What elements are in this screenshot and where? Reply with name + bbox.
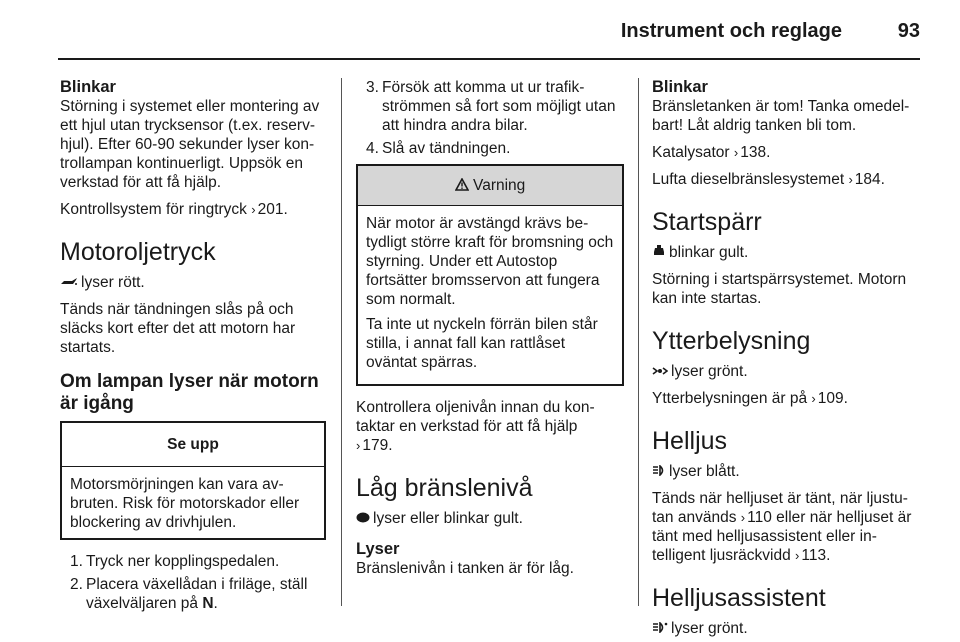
warning-triangle-icon: [455, 177, 473, 194]
car-key-icon: [652, 243, 666, 262]
sidelight-icon: [652, 362, 668, 381]
page-number: 93: [897, 20, 920, 42]
warning-body: [358, 206, 622, 384]
page-link[interactable]: 109.: [817, 390, 848, 407]
column-middle: [356, 78, 624, 586]
column-right: [652, 78, 924, 642]
section-heading: Blinkar: [60, 78, 116, 96]
caution-box: [60, 421, 326, 540]
list-item: [60, 552, 326, 571]
status-line: [652, 619, 924, 638]
column-divider: [341, 78, 342, 606]
status-text: lyser blått.: [669, 463, 740, 480]
section-heading: Startspärr: [652, 208, 762, 236]
status-line: [652, 362, 924, 381]
section-heading: Blinkar: [652, 78, 708, 96]
arrow-ref-icon: ›: [733, 145, 739, 160]
paragraph: [652, 170, 924, 189]
paragraph-text: Katalysator: [652, 144, 730, 161]
section-heading: Helljusassistent: [652, 584, 826, 612]
warning-title: Varning: [473, 177, 526, 194]
page-link[interactable]: 179.: [362, 437, 393, 454]
arrow-ref-icon: ›: [811, 391, 816, 406]
column-left: [60, 78, 326, 617]
status-text: lyser grönt.: [671, 363, 748, 380]
list-text: Försök att komma ut ur trafikströmmen så fort som möjligt utan att hindra andra bilar.: [382, 79, 616, 134]
column-divider: [638, 78, 639, 606]
status-text: lyser grönt.: [671, 620, 748, 637]
caution-title: Se upp: [62, 423, 324, 467]
list-item: [356, 139, 624, 158]
paragraph: Tänds när tändningen slås på och släcks kort efter det att motorn har startats.: [60, 301, 296, 356]
list-text: Placera växellådan i friläge, ställ växelväljaren på: [86, 576, 308, 612]
fuel-dot-icon: [356, 509, 370, 528]
gear-letter: N: [202, 595, 214, 612]
subsection-heading: Om lampan lyser när motorn är igång: [60, 371, 319, 414]
status-line: [652, 243, 924, 262]
status-line: [356, 509, 624, 528]
paragraph-text: Kontrollsystem för ringtryck: [60, 201, 247, 218]
paragraph-text: Ytterbelysningen är på: [652, 390, 808, 407]
header-rule: [58, 58, 920, 60]
arrow-ref-icon: ›: [740, 510, 746, 525]
paragraph: Bränslenivån i tanken är för låg.: [356, 560, 574, 577]
arrow-ref-icon: ›: [795, 548, 800, 563]
numbered-list: [60, 552, 326, 613]
paragraph-text: Lufta dieselbränslesystemet: [652, 171, 845, 188]
page-link[interactable]: 201.: [257, 201, 288, 218]
paragraph: Ta inte ut nyckeln förrän bilen står stilla, i annat fall kan rattlåset oväntat spärras.: [366, 316, 598, 371]
high-beam-icon: [652, 462, 666, 481]
status-text: blinkar gult.: [669, 244, 749, 261]
paragraph: Störning i systemet eller montering av ett hjul utan trycksensor (t.ex. reservhjul). Efter 60-90 sekunder lyser kontrollampan kontinuerligt. Uppsök en verkstad för att få hjälp.: [60, 98, 320, 191]
arrow-ref-icon: ›: [356, 438, 361, 453]
paragraph: Bränsletanken är tom! Tanka omedelbart! Låt aldrig tanken bli tom.: [652, 98, 910, 134]
arrow-ref-icon: ›: [251, 202, 256, 217]
paragraph: [60, 200, 326, 219]
paragraph-text: Tänds när helljuset är tänt, när ljustutan används: [652, 490, 908, 526]
numbered-list: [356, 78, 624, 158]
paragraph: [356, 398, 624, 455]
arrow-ref-icon: ›: [848, 172, 853, 187]
oil-can-icon: [60, 273, 78, 292]
section-heading: Låg bränslenivå: [356, 474, 533, 502]
page-link[interactable]: 138.: [740, 144, 771, 161]
list-number: 2.: [70, 576, 83, 593]
section-heading: Ytterbelysning: [652, 327, 811, 355]
status-text: lyser eller blinkar gult.: [373, 510, 523, 527]
list-text: Slå av tändningen.: [382, 140, 511, 157]
page-link[interactable]: 113.: [801, 547, 831, 564]
caution-body: Motorsmörjningen kan vara avbruten. Risk för motorskador eller blockering av drivhjulen.: [70, 476, 300, 531]
page-link[interactable]: 184.: [854, 171, 885, 188]
list-item: [356, 78, 624, 135]
high-beam-assist-icon: [652, 619, 668, 638]
warning-box: [356, 164, 624, 386]
header-title: Instrument och reglage: [620, 20, 842, 42]
section-heading: Lyser: [356, 540, 400, 558]
list-item: [60, 575, 326, 613]
paragraph-text: Kontrollera oljenivån innan du kontaktar en verkstad för att få hjälp: [356, 399, 595, 435]
page-link[interactable]: 110 eller när helljuset är tänt med helljusassistent eller intelligent ljusräckvidd: [652, 509, 912, 564]
list-number: 1.: [70, 553, 83, 570]
paragraph: [652, 143, 924, 162]
paragraph: [652, 389, 924, 408]
warning-title-bar: [358, 166, 622, 206]
list-number: 4.: [366, 140, 379, 157]
status-line: [652, 462, 924, 481]
paragraph: Störning i startspärrsystemet. Motorn kan inte startas.: [652, 271, 907, 307]
section-heading: Motoroljetryck: [60, 238, 216, 266]
list-number: 3.: [366, 79, 379, 96]
section-heading: Helljus: [652, 427, 728, 455]
page-header: [0, 0, 960, 60]
status-text: lyser rött.: [81, 274, 145, 291]
paragraph: När motor är avstängd krävs betydligt större kraft för bromsning och styrning. Under ett Autostop fortsätter bromsservon att fungera som normalt.: [366, 215, 614, 308]
list-text-end: .: [213, 595, 218, 612]
list-text: Tryck ner kopplingspedalen.: [86, 553, 280, 570]
status-line: [60, 273, 326, 292]
paragraph: [652, 489, 924, 565]
